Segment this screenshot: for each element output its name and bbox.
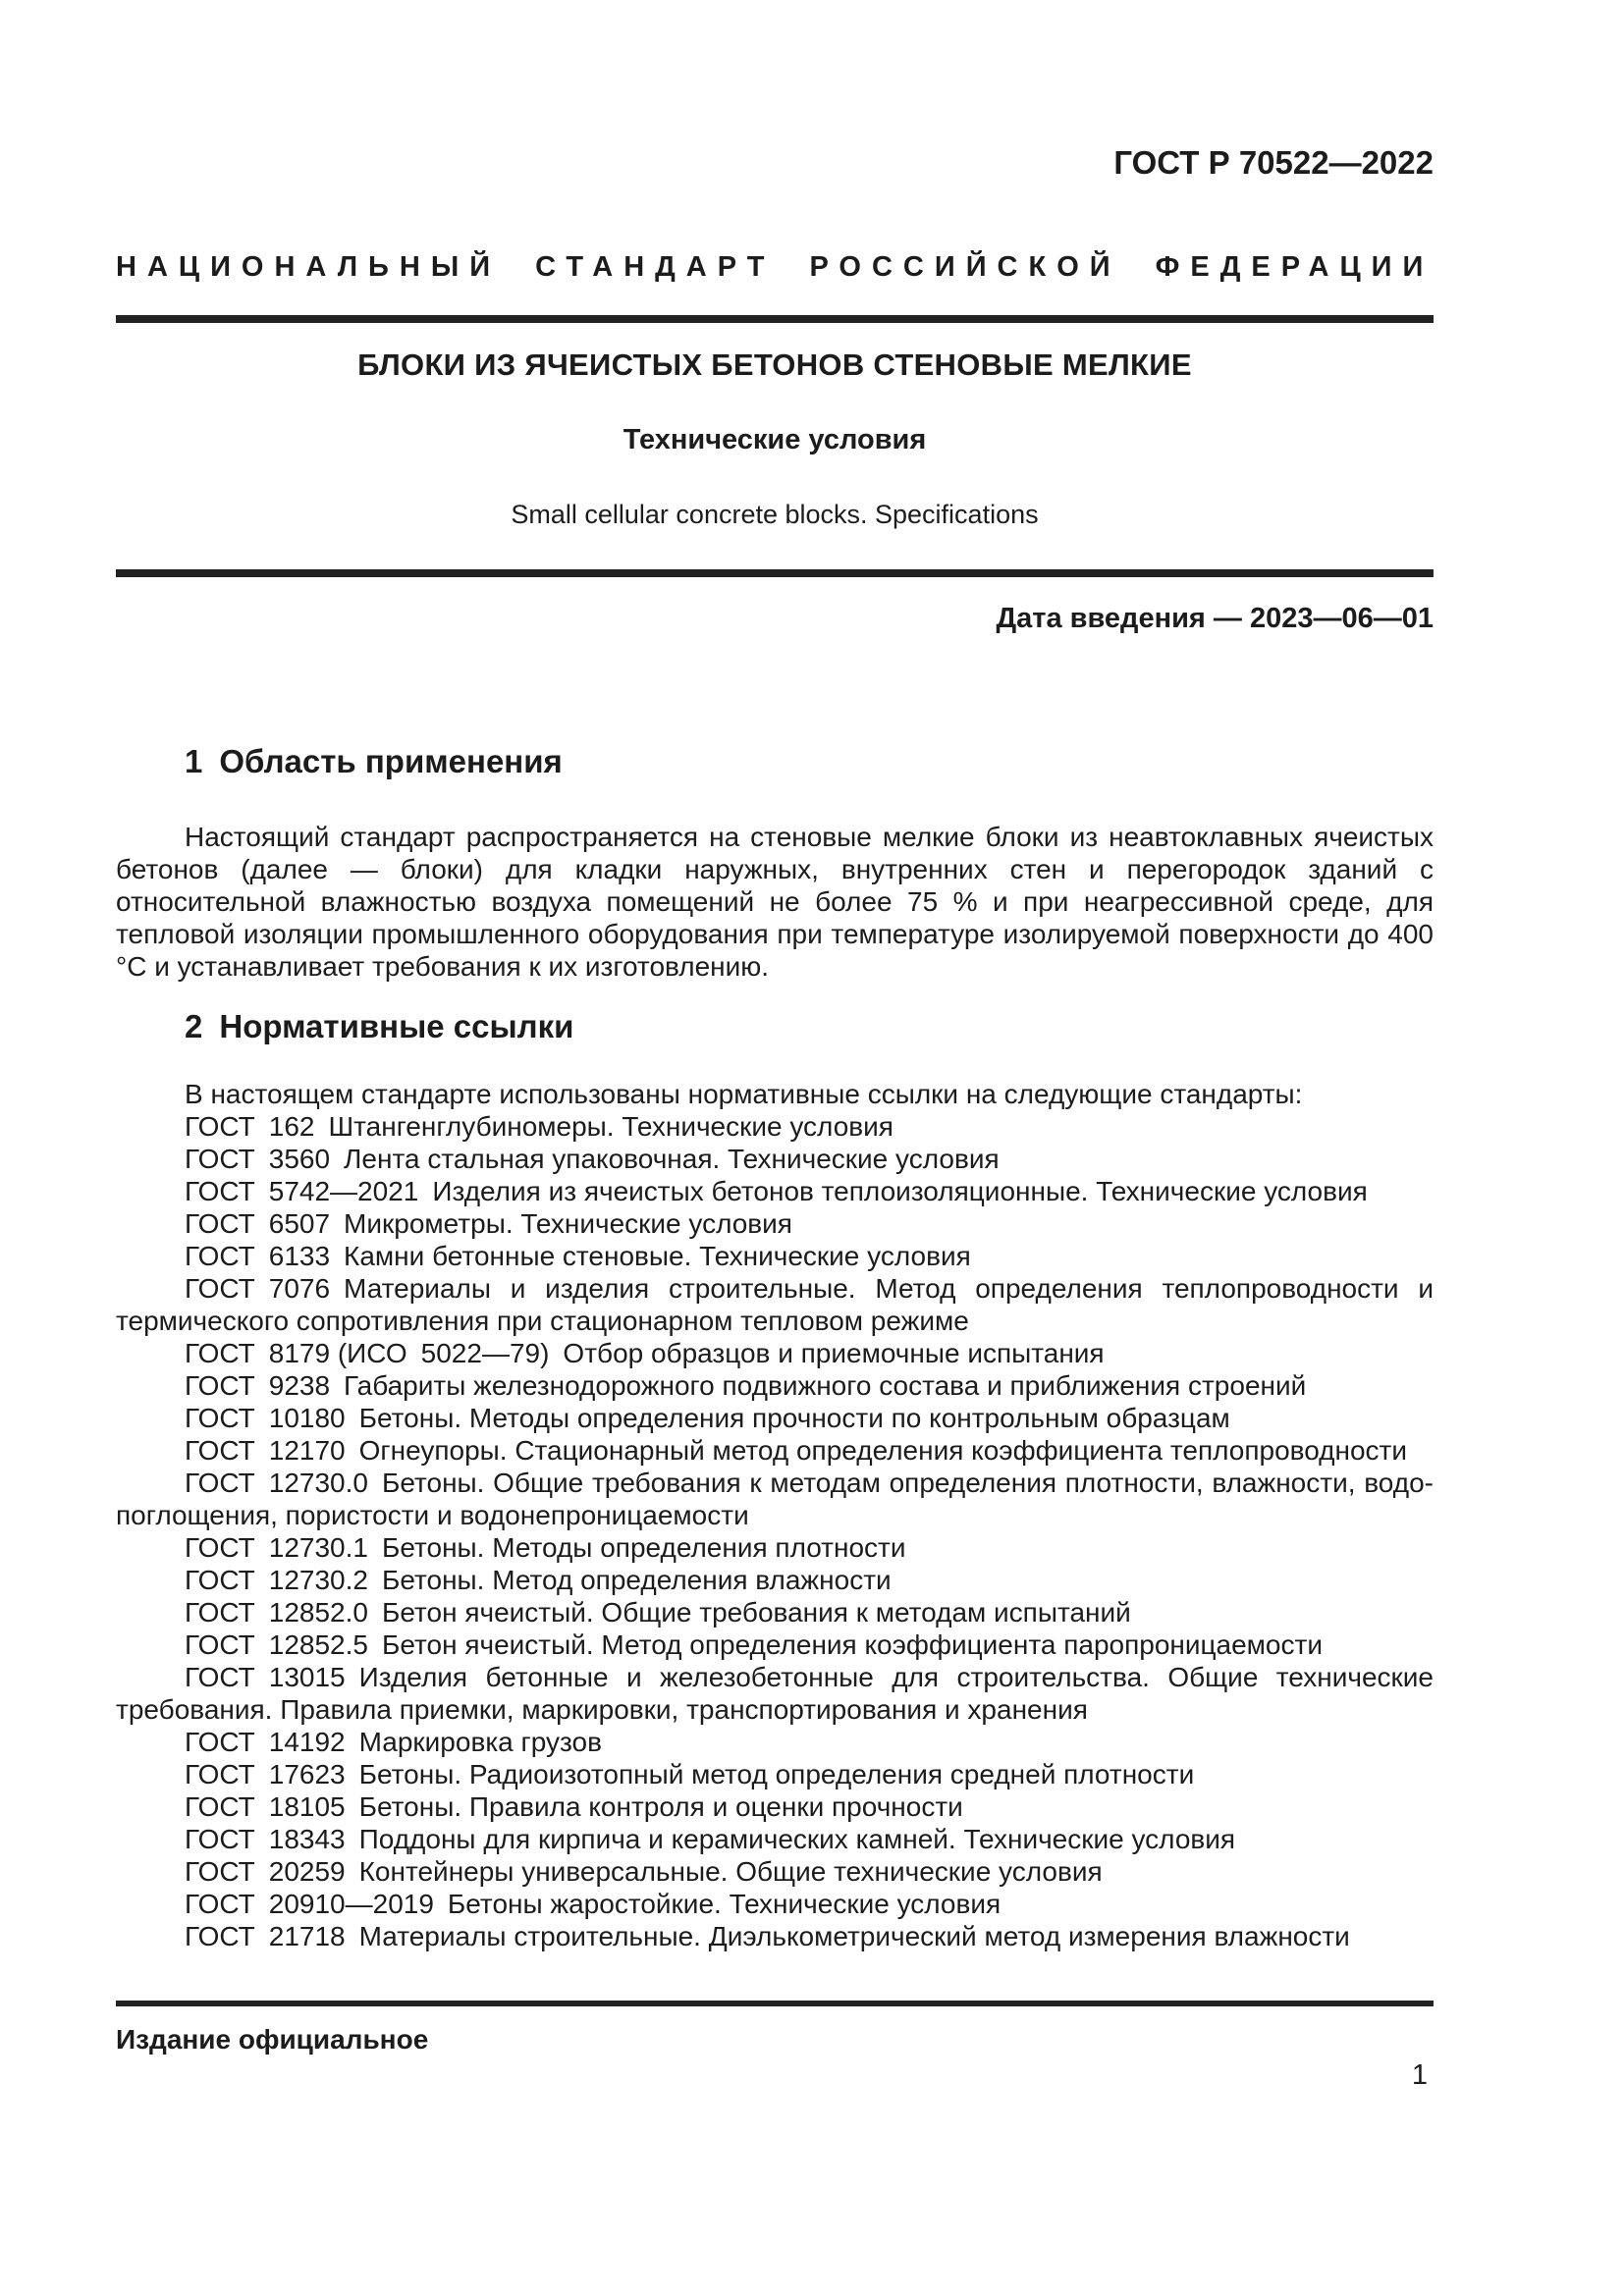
reference-item: ГОСТ 12730.0 Бетоны. Общие требования к методам определения плотности, влажности, водопоглощения, пористости и водонепроницаемости: [116, 1468, 1434, 1530]
reference-item: ГОСТ 10180 Бетоны. Методы определения прочности по контрольным образцам: [185, 1403, 1230, 1433]
doc-title: БЛОКИ ИЗ ЯЧЕИСТЫХ БЕТОНОВ СТЕНОВЫЕ МЕЛКИЕ: [357, 347, 1192, 382]
reference-item: ГОСТ 13015 Изделия бетонные и железобетонные для строительства. Общие технические требования. Правила приемки, маркировки, транспортирования и хранения: [116, 1662, 1434, 1725]
doc-subtitle-en: Small cellular concrete blocks. Specifications: [511, 500, 1039, 529]
reference-item: ГОСТ 20259 Контейнеры универсальные. Общие технические условия: [185, 1856, 1103, 1887]
doc-number: ГОСТ Р 70522—2022: [1113, 144, 1434, 181]
reference-item: ГОСТ 6133 Камни бетонные стеновые. Технические условия: [185, 1241, 971, 1271]
section-1-title: Область применения: [219, 743, 563, 779]
edition-note: Издание официальное: [116, 2024, 429, 2055]
references-intro: В настоящем стандарте использованы нормативные ссылки на следующие стандарты:: [185, 1079, 1303, 1109]
reference-item: ГОСТ 14192 Маркировка грузов: [185, 1727, 602, 1757]
reference-item: ГОСТ 17623 Бетоны. Радиоизотопный метод определения средней плотности: [185, 1759, 1195, 1789]
scope-paragraph: Настоящий стандарт распространяется на стеновые мелкие блоки из неавтоклавных ячеистых бетонов (далее — блоки) для кладки наружных, внутренних стен и перегородок зданий с относительной влажностью воздуха помещений не более 75 % и при неагрессивной среде, для тепловой изоляции промышленного оборудования при температуре изолируемой поверхности до 400 °С и устанавливает требования к их изготовлению.: [116, 822, 1434, 982]
doc-subtitle: Технические условия: [623, 424, 927, 455]
reference-item: ГОСТ 9238 Габариты железнодорожного подвижного состава и приближения строений: [185, 1370, 1307, 1401]
reference-item: ГОСТ 21718 Материалы строительные. Диэлькометрический метод измерения влажности: [185, 1921, 1350, 1951]
section-2-heading: [116, 1009, 1434, 1044]
reference-item: ГОСТ 5742—2021 Изделия из ячеистых бетонов теплоизоляционные. Технические условия: [185, 1176, 1368, 1206]
reference-item: ГОСТ 3560 Лента стальная упаковочная. Технические условия: [185, 1144, 1000, 1174]
references-list: [116, 1078, 1434, 1952]
reference-item: ГОСТ 12730.2 Бетоны. Метод определения влажности: [185, 1565, 892, 1595]
reference-item: ГОСТ 12170 Огнеупоры. Стационарный метод определения коэффициента теплопроводности: [185, 1435, 1408, 1466]
standard-designation: НАЦИОНАЛЬНЫЙ СТАНДАРТ РОССИЙСКОЙ ФЕДЕРАЦИИ: [116, 251, 1435, 283]
title-divider: [116, 569, 1434, 577]
reference-item: ГОСТ 7076 Материалы и изделия строительные. Метод определения теплопроводности и термического сопротивления при стационарном тепловом режиме: [116, 1273, 1434, 1336]
reference-item: ГОСТ 20910—2019 Бетоны жаростойкие. Технические условия: [185, 1889, 1001, 1919]
section-2-title: Нормативные ссылки: [219, 1008, 574, 1044]
footer-divider: [116, 2001, 1434, 2006]
reference-item: ГОСТ 12730.1 Бетоны. Методы определения плотности: [185, 1532, 906, 1563]
header-divider: [116, 315, 1434, 323]
reference-item: ГОСТ 6507 Микрометры. Технические условия: [185, 1208, 792, 1239]
section-1-heading: [116, 744, 1434, 779]
reference-item: ГОСТ 8179 (ИСО 5022—79) Отбор образцов и приемочные испытания: [185, 1338, 1105, 1368]
reference-item: ГОСТ 12852.0 Бетон ячеистый. Общие требования к методам испытаний: [185, 1597, 1131, 1628]
section-2-number: 2: [185, 1008, 203, 1044]
page-content: [116, 0, 1434, 2296]
effective-date: Дата введения — 2023—06—01: [996, 603, 1434, 634]
section-1-number: 1: [185, 743, 203, 779]
reference-item: ГОСТ 162 Штангенглубиномеры. Технические условия: [185, 1111, 893, 1142]
reference-item: ГОСТ 12852.5 Бетон ячеистый. Метод определения коэффициента паропроницаемости: [185, 1629, 1323, 1660]
reference-item: ГОСТ 18105 Бетоны. Правила контроля и оценки прочности: [185, 1791, 963, 1822]
page-number: 1: [1411, 2059, 1428, 2091]
reference-item: ГОСТ 18343 Поддоны для кирпича и керамических камней. Технические условия: [185, 1824, 1236, 1854]
scope-section: [116, 821, 1434, 983]
